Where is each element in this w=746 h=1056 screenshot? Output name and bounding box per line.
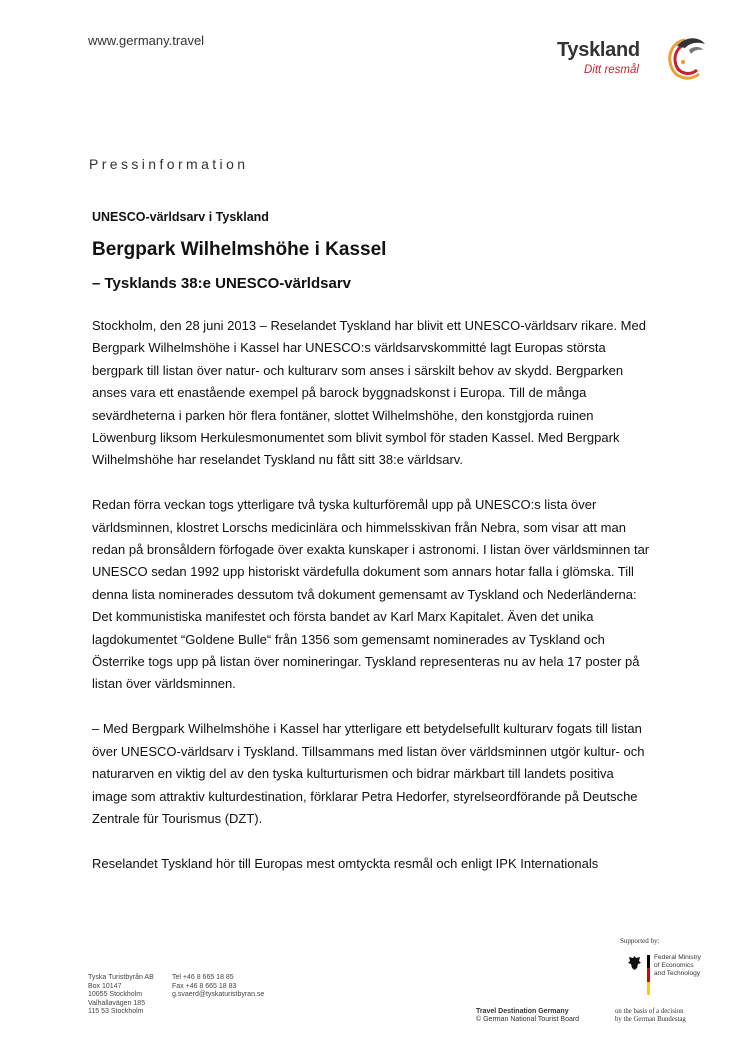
ministry-name: Federal Ministry of Economics and Technology (654, 954, 701, 977)
article-subtitle: – Tysklands 38:e UNESCO-världsarv (92, 275, 352, 292)
logo-subtitle: Ditt resmål (584, 64, 639, 76)
supported-by-label: Supported by: (620, 937, 660, 945)
footer-tdg: Travel Destination Germany © German National Tourist Board (476, 1008, 580, 1023)
federal-eagle-icon (627, 955, 642, 971)
paragraph: Reselandet Tyskland hör till Europas mest omtyckta resmål och enligt IPK Internationals (92, 855, 599, 871)
article-body (92, 315, 652, 875)
section-label: Pressinformation (89, 156, 249, 172)
paragraph: Stockholm, den 28 juni 2013 – Reselandet Tyskland har blivit ett UNESCO-världsarv rikare. Med Bergpark Wilhelmshöhe i Kassel har UNESCO:s världsarvskommitté lagt Europas största bergpark till listan över natur- och kulturarv som anses i särskilt behov av skydd. Bergparken anses vara ett enastående exempel på barock byggnadskonst i Europa. Till de många sevärdheterna i parken hör flera fontäner, slottet Wilhelmshöhe, den konstgjorda ruinen Löwenburg liksom Herkulesmonumentet som blivit symbol för staden Kassel. Med Bergpark Wilhelmshöhe har reselandet Tyskland nu fått sitt 38:e världsarv. (92, 318, 646, 468)
logo-swirl-icon (663, 34, 707, 86)
website-url: www.germany.travel (88, 33, 205, 48)
article-title: Bergpark Wilhelmshöhe i Kassel (92, 239, 387, 260)
german-flag-bar (647, 955, 650, 995)
footer-address: Tyska Turistbyrån AB Box 10147 10055 Stockholm Valhallavägen 185 115 53 Stockholm (88, 974, 154, 1015)
paragraph: – Med Bergpark Wilhelmshöhe i Kassel har ytterligare ett betydelsefullt kulturarv fogats till listan över UNESCO-världsarv i Tyskland. Tillsammans med listan över världsminnen utgör kultur- och naturarven en viktig del av den tyska kulturturismen och bidrar märkbart till landets positiva image som attraktiv kulturdestination, förklarar Petra Hedorfer, styrelseordförande på Deutsche Zentrale für Tourismus (DZT). (92, 721, 645, 826)
logo-title: Tyskland (557, 39, 640, 61)
paragraph: Redan förra veckan togs ytterligare två tyska kulturföremål upp på UNESCO:s lista över världsminnen, klostret Lorschs medicinlära och himmelsskivan från Nebra, som visar att man redan på bronsåldern förfogade över exakta kunskaper i astronomi. I listan över världsminnen tar UNESCO sedan 1992 upp historiskt värdefulla dokument som annars hotar falla i glömska. Till denna lista nominerades dessutom två dokument gemensamt av Tyskland och Nederländerna: Det kommunistiska manifestet och första bandet av Karl Marx Kapitalet. Även det unika lagdokumentet “Goldene Bulle“ från 1356 som gemensamt nominerades av Tyskland och Österrike togs upp på listan över nomineringar. Tyskland representeras nu av hela 17 poster på listan över världsminnen. (92, 497, 650, 692)
footer-contact: Tel +46 8 665 18 85 Fax +46 8 665 18 83 g.svaerd@tyskaturistbyran.se (172, 974, 265, 998)
tyskland-logo (555, 36, 705, 86)
footer-basis-note: on the basis of a decision by the German Bundestag (615, 1008, 686, 1023)
ministry-logo (624, 951, 724, 999)
article-kicker: UNESCO-världsarv i Tyskland (92, 210, 269, 224)
footer-email: g.svaerd@tyskaturistbyran.se (172, 991, 265, 998)
